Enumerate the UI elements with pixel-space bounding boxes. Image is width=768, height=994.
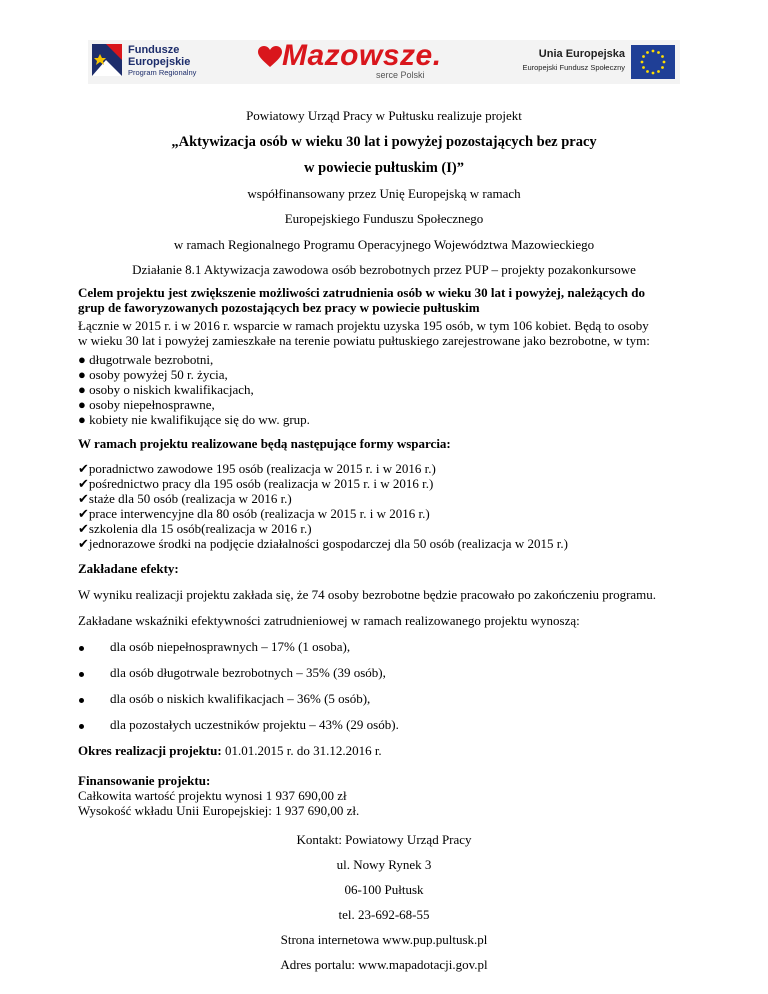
- list-item: ● osoby o niskich kwalifikacjach,: [78, 382, 254, 397]
- fe-line1: Fundusze: [128, 44, 180, 56]
- goal-paragraph: [78, 285, 698, 315]
- contact-city: 06-100 Pułtusk: [344, 882, 424, 897]
- fundusze-europejskie-logo: [92, 42, 242, 82]
- eu-flag-icon: [631, 45, 675, 79]
- indicators-intro: Zakładane wskaźniki efektywności zatrudnieniowej w ramach realizowanego projektu wynoszą:: [78, 613, 580, 628]
- support-intro-line2: w wieku 30 lat i powyżej zamieszkałe na terenie powiatu pułtuskiego zarejestrowane jako bezrobotne, w tym:: [78, 333, 650, 348]
- list-item: ✔poradnictwo zawodowe 195 osób (realizacja w 2015 r. i w 2016 r.): [78, 461, 436, 476]
- indicator-item: dla osób o niskich kwalifikacjach – 36% (5 osób),: [110, 691, 371, 706]
- financing-heading: Finansowanie projektu:: [78, 773, 211, 788]
- logo-bar: [88, 40, 680, 84]
- list-item: ● długotrwale bezrobotni,: [78, 352, 214, 367]
- list-item: ● kobiety nie kwalifikujące się do ww. grup.: [78, 412, 310, 427]
- list-item: ✔prace interwencyjne dla 80 osób (realizacja w 2015 r. i w 2016 r.): [78, 506, 430, 521]
- indicator-item: dla osób długotrwale bezrobotnych – 35% (39 osób),: [110, 665, 386, 680]
- contact-line: Kontakt: Powiatowy Urząd Pracy: [296, 832, 472, 847]
- fund-text: Europejskiego Funduszu Społecznego: [284, 211, 484, 226]
- support-forms-list: [78, 461, 698, 551]
- target-groups-list: [78, 352, 698, 427]
- goal-line2: grup de faworyzowanych pozostających bez pracy w powiecie pułtuskim: [78, 300, 480, 315]
- list-item: ✔jednorazowe środki na podjęcie działalności gospodarczej dla 50 osób (realizacja w 2015 r.): [78, 536, 568, 551]
- list-item: ● osoby powyżej 50 r. życia,: [78, 367, 228, 382]
- contact-website[interactable]: Strona internetowa www.pup.pultusk.pl: [280, 932, 488, 947]
- cofinanced-text: współfinansowany przez Unię Europejską w ramach: [247, 186, 521, 201]
- mazowsze-logo: [258, 40, 458, 84]
- unia-europejska-logo: [493, 42, 678, 82]
- bullet-icon: [79, 646, 84, 651]
- project-title-line1: „Aktywizacja osób w wieku 30 lat i powyżej pozostających bez pracy: [171, 134, 597, 150]
- list-item: ✔staże dla 50 osób (realizacja w 2016 r.): [78, 491, 292, 506]
- support-intro-line1: Łącznie w 2015 r. i w 2016 r. wsparcie w ramach projektu uzyska 195 osób, w tym 106 kobiet. Będą to osoby: [78, 318, 649, 333]
- list-item: ✔szkolenia dla 15 osób(realizacja w 2016 r.): [78, 521, 312, 536]
- fundusze-europejskie-mark-icon: [92, 42, 124, 78]
- bullet-icon: [79, 724, 84, 729]
- list-item: ● osoby niepełnosprawne,: [78, 397, 215, 412]
- effects-heading: Zakładane efekty:: [78, 561, 179, 576]
- indicator-item: dla pozostałych uczestników projektu – 43% (29 osób).: [110, 717, 399, 732]
- mazowsze-sub: serce Polski: [376, 70, 425, 80]
- action-text: Działanie 8.1 Aktywizacja zawodowa osób bezrobotnych przez PUP – projekty pozakonkursowe: [132, 262, 636, 277]
- indicator-item: dla osób niepełnosprawnych – 17% (1 osoba),: [110, 639, 351, 654]
- period-line: [78, 743, 698, 758]
- heart-icon: [258, 46, 282, 68]
- ue-line1: Unia Europejska: [538, 48, 625, 60]
- contact-address: ul. Nowy Rynek 3: [336, 857, 432, 872]
- list-item: ✔pośrednictwo pracy dla 195 osób (realizacja w 2015 r. i w 2016 r.): [78, 476, 434, 491]
- period-label: Okres realizacji projektu:: [78, 743, 222, 758]
- financing-eu: Wysokość wkładu Unii Europejskiej: 1 937 690,00 zł.: [78, 803, 360, 818]
- goal-line1: Celem projektu jest zwiększenie możliwości zatrudnienia osób w wieku 30 lat i powyżej, należących do: [78, 285, 646, 300]
- program-text: w ramach Regionalnego Programu Operacyjnego Województwa Mazowieckiego: [173, 237, 595, 252]
- forms-heading: W ramach projektu realizowane będą następujące formy wsparcia:: [78, 436, 451, 451]
- financing-block: [78, 773, 698, 818]
- effects-text: W wyniku realizacji projektu zakłada się, że 74 osoby bezrobotne będzie pracowało po zakończeniu programu.: [78, 587, 657, 602]
- support-intro-paragraph: [78, 318, 698, 348]
- period-value: 01.01.2015 r. do 31.12.2016 r.: [221, 743, 382, 758]
- fe-line3: Program Regionalny: [128, 68, 197, 77]
- ue-line2: Europejski Fundusz Społeczny: [522, 63, 625, 72]
- contact-portal[interactable]: Adres portalu: www.mapadotacji.gov.pl: [280, 957, 488, 972]
- bullet-icon: [79, 698, 84, 703]
- fe-line2: Europejskie: [128, 56, 191, 68]
- intro-text: Powiatowy Urząd Pracy w Pułtusku realizuje projekt: [246, 108, 522, 123]
- project-title-line2: w powiecie pułtuskim (I)”: [304, 160, 464, 176]
- mazowsze-word: Mazowsze.: [282, 39, 442, 72]
- bullet-icon: [79, 672, 84, 677]
- contact-phone: tel. 23-692-68-55: [338, 907, 430, 922]
- financing-total: Całkowita wartość projektu wynosi 1 937 690,00 zł: [78, 788, 347, 803]
